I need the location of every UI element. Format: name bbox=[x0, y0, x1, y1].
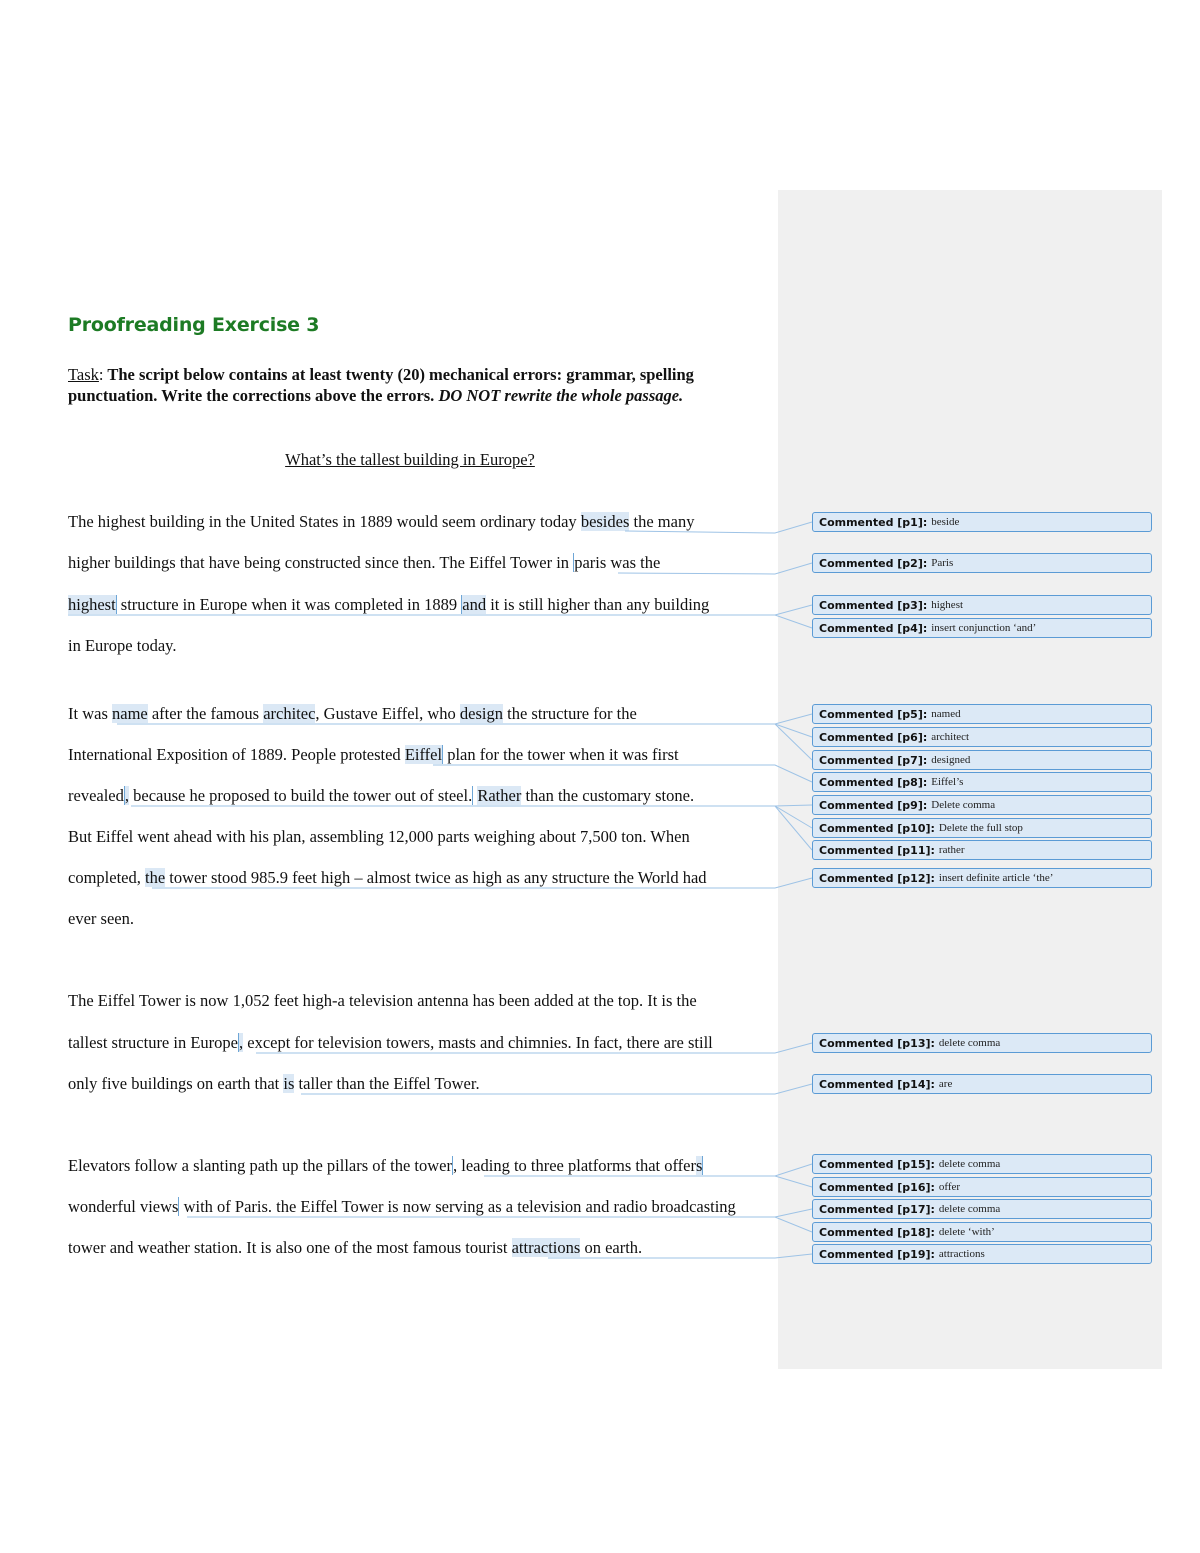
comment-balloon[interactable] bbox=[812, 1033, 1152, 1053]
comment-label: Commented [p17]: bbox=[819, 1202, 935, 1216]
comment-label: Commented [p1]: bbox=[819, 515, 928, 529]
comment-text: are bbox=[938, 1078, 953, 1090]
comment-balloon[interactable] bbox=[812, 818, 1152, 838]
passage-line bbox=[68, 703, 637, 725]
error-highlight-p6[interactable]: architec bbox=[263, 704, 316, 723]
error-highlight-p10[interactable]: . bbox=[468, 786, 473, 805]
comment-text: highest bbox=[931, 599, 964, 611]
error-highlight-p18[interactable]: with bbox=[179, 1197, 213, 1216]
text-run: But Eiffel went ahead with his plan, assembling 12,000 parts weighing about 7,500 ton. When bbox=[68, 827, 690, 846]
text-run: It was bbox=[68, 704, 112, 723]
text-run: plan for the tower when it was first bbox=[443, 745, 679, 764]
comment-balloon[interactable] bbox=[812, 868, 1152, 888]
text-run: The highest building in the United States in 1889 would seem ordinary today bbox=[68, 512, 581, 531]
comment-label: Commented [p9]: bbox=[819, 798, 928, 812]
comment-text: insert conjunction ‘and’ bbox=[931, 622, 1037, 634]
error-highlight-p19[interactable]: attractions bbox=[511, 1238, 581, 1257]
text-run: , Gustave Eiffel, who bbox=[315, 704, 460, 723]
comment-label: Commented [p7]: bbox=[819, 753, 928, 767]
error-highlight-p14[interactable]: is bbox=[283, 1074, 295, 1093]
text-run: structure in Europe when it was completed in 1889 bbox=[116, 595, 462, 614]
comment-text: Delete comma bbox=[931, 799, 996, 811]
comment-label: Commented [p15]: bbox=[819, 1157, 935, 1171]
comment-text: Delete the full stop bbox=[938, 822, 1023, 834]
error-highlight-p15[interactable]: , bbox=[453, 1156, 458, 1175]
comment-text: rather bbox=[938, 844, 965, 856]
comment-label: Commented [p11]: bbox=[819, 843, 935, 857]
task-text: The script below contains at least twenty (20) mechanical errors: grammar, spelling punctuation. Write the corrections above the errors. bbox=[68, 365, 694, 405]
comment-balloon[interactable] bbox=[812, 1244, 1152, 1264]
comment-text: named bbox=[931, 708, 961, 720]
error-highlight-p4[interactable]: and bbox=[462, 595, 487, 614]
passage-line bbox=[68, 1073, 480, 1095]
text-run: tower stood 985.9 feet high – almost twice as high as any structure the World had bbox=[165, 868, 707, 887]
comment-balloon[interactable] bbox=[812, 1222, 1152, 1242]
error-highlight-p13[interactable]: , bbox=[239, 1033, 244, 1052]
comment-label: Commented [p14]: bbox=[819, 1077, 935, 1091]
comment-balloon[interactable] bbox=[812, 595, 1152, 615]
passage-line bbox=[68, 1237, 642, 1259]
comment-balloon[interactable] bbox=[812, 1199, 1152, 1219]
error-highlight-p12[interactable]: the bbox=[144, 868, 166, 887]
text-run: completed, bbox=[68, 868, 145, 887]
text-run: on earth. bbox=[580, 1238, 643, 1257]
comment-balloon[interactable] bbox=[812, 704, 1152, 724]
text-run: than the customary stone. bbox=[521, 786, 695, 805]
text-run: revealed bbox=[68, 786, 124, 805]
comment-balloon[interactable] bbox=[812, 772, 1152, 792]
comment-balloon[interactable] bbox=[812, 1074, 1152, 1094]
comment-balloon[interactable] bbox=[812, 512, 1152, 532]
comment-label: Commented [p2]: bbox=[819, 556, 928, 570]
passage-line bbox=[68, 1196, 736, 1218]
comment-label: Commented [p6]: bbox=[819, 730, 928, 744]
comment-text: designed bbox=[931, 754, 971, 766]
task-emphasis: DO NOT rewrite the whole passage. bbox=[438, 386, 684, 405]
passage-title: What’s the tallest building in Europe? bbox=[285, 450, 535, 469]
comment-label: Commented [p4]: bbox=[819, 621, 928, 635]
comment-label: Commented [p18]: bbox=[819, 1225, 935, 1239]
text-run: of Paris. the Eiffel Tower is now serving as a television and radio broadcasting bbox=[212, 1197, 736, 1216]
comment-text: insert definite article ‘the’ bbox=[938, 872, 1054, 884]
text-run: after the famous bbox=[147, 704, 264, 723]
text-run: taller than the Eiffel Tower. bbox=[294, 1074, 480, 1093]
comment-balloon[interactable] bbox=[812, 1154, 1152, 1174]
comment-text: offer bbox=[938, 1181, 961, 1193]
comment-text: delete comma bbox=[938, 1158, 1001, 1170]
error-highlight-p5[interactable]: name bbox=[112, 704, 148, 723]
comment-text: Paris bbox=[931, 557, 954, 569]
comment-text: beside bbox=[931, 516, 960, 528]
comment-label: Commented [p12]: bbox=[819, 871, 935, 885]
text-run: higher buildings that have being constructed since then. The Eiffel Tower in bbox=[68, 553, 574, 572]
comment-balloon[interactable] bbox=[812, 618, 1152, 638]
error-highlight-p9[interactable]: , bbox=[124, 786, 129, 805]
error-highlight-p3[interactable]: highest bbox=[68, 595, 116, 614]
passage-line bbox=[68, 511, 694, 533]
error-highlight-p7[interactable]: design bbox=[459, 704, 503, 723]
comment-balloon[interactable] bbox=[812, 727, 1152, 747]
passage-line bbox=[68, 990, 697, 1012]
passage-line bbox=[68, 1155, 703, 1177]
text-run: tallest structure in Europe bbox=[68, 1033, 238, 1052]
comment-label: Commented [p3]: bbox=[819, 598, 928, 612]
comment-label: Commented [p19]: bbox=[819, 1247, 935, 1261]
error-highlight-p16[interactable]: s bbox=[696, 1156, 703, 1175]
text-run: International Exposition of 1889. People protested bbox=[68, 745, 405, 764]
comment-text: architect bbox=[931, 731, 970, 743]
comment-balloon[interactable] bbox=[812, 1177, 1152, 1197]
task-instructions bbox=[68, 364, 768, 406]
text-run: the many bbox=[629, 512, 695, 531]
text-run: ever seen. bbox=[68, 909, 134, 928]
comment-balloon[interactable] bbox=[812, 750, 1152, 770]
passage-line bbox=[68, 594, 709, 616]
text-run: it is still higher than any building bbox=[486, 595, 710, 614]
comment-balloon[interactable] bbox=[812, 553, 1152, 573]
passage-line bbox=[68, 1032, 713, 1054]
comment-text: delete comma bbox=[938, 1203, 1001, 1215]
error-highlight-p8[interactable]: Eiffel bbox=[404, 745, 443, 764]
comment-label: Commented [p13]: bbox=[819, 1036, 935, 1050]
comment-label: Commented [p5]: bbox=[819, 707, 928, 721]
task-label: Task bbox=[68, 365, 99, 384]
passage-line bbox=[68, 744, 679, 766]
text-run: was the bbox=[606, 553, 661, 572]
text-run: wonderful views bbox=[68, 1197, 179, 1216]
comment-balloon[interactable] bbox=[812, 795, 1152, 815]
text-run: except for television towers, masts and chimnies. In fact, there are still bbox=[243, 1033, 713, 1052]
task-colon: : bbox=[98, 365, 104, 384]
passage-line bbox=[68, 552, 660, 574]
error-highlight-p1[interactable]: besides bbox=[580, 512, 630, 531]
passage-line bbox=[68, 826, 690, 848]
text-run: in Europe today. bbox=[68, 636, 177, 655]
comment-balloon[interactable] bbox=[812, 840, 1152, 860]
passage-line bbox=[68, 635, 176, 657]
passage-line bbox=[68, 908, 134, 930]
comment-text: delete comma bbox=[938, 1037, 1001, 1049]
text-run: Elevators follow a slanting path up the pillars of the tower bbox=[68, 1156, 452, 1175]
text-run: because he proposed to build the tower out of steel bbox=[129, 786, 469, 805]
text-run: only five buildings on earth that bbox=[68, 1074, 284, 1093]
comment-text: delete ‘with’ bbox=[938, 1226, 995, 1238]
passage-line bbox=[68, 785, 694, 807]
error-highlight-p11[interactable]: Rather bbox=[477, 786, 522, 805]
text-run: The Eiffel Tower is now 1,052 feet high-a television antenna has been added at the top. It is the bbox=[68, 991, 697, 1010]
text-run: leading to three platforms that offer bbox=[457, 1156, 696, 1175]
comment-label: Commented [p16]: bbox=[819, 1180, 935, 1194]
comment-text: attractions bbox=[938, 1248, 985, 1260]
error-highlight-p2[interactable]: paris bbox=[574, 553, 607, 572]
exercise-heading: Proofreading Exercise 3 bbox=[68, 314, 320, 336]
comment-label: Commented [p8]: bbox=[819, 775, 928, 789]
text-run: the structure for the bbox=[503, 704, 637, 723]
text-run: tower and weather station. It is also one of the most famous tourist bbox=[68, 1238, 512, 1257]
comment-label: Commented [p10]: bbox=[819, 821, 935, 835]
comment-text: Eiffel’s bbox=[931, 776, 964, 788]
passage-line bbox=[68, 867, 707, 889]
